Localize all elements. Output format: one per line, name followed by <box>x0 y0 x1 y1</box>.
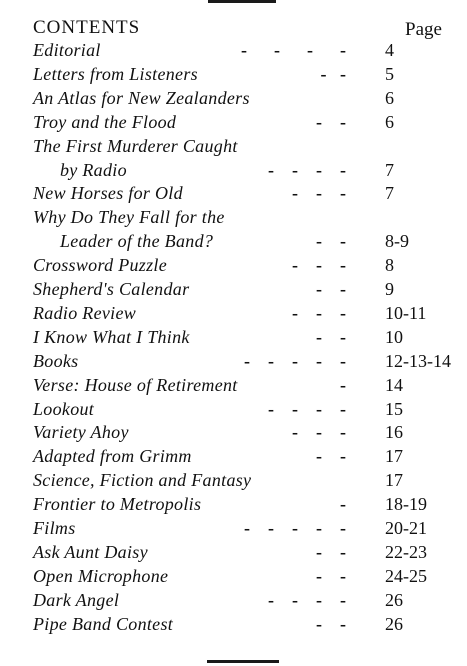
toc-entry-page: 6 <box>385 111 394 132</box>
toc-leader-dashes: - - - - <box>241 40 346 60</box>
toc-leader-dashes: - - <box>316 565 346 586</box>
toc-entry-title: Films <box>33 518 76 538</box>
toc-entry-page: 17 <box>385 470 403 491</box>
toc-entry-title: Shepherd's Calendar <box>33 279 190 299</box>
toc-entry-page: 10 <box>385 326 403 347</box>
toc-entry-page: 16 <box>385 422 403 443</box>
toc-leader-dashes: - - - <box>292 255 346 276</box>
toc-entry-title: Open Microphone <box>33 565 169 586</box>
toc-entry-page: 15 <box>385 398 403 419</box>
toc-leader-dashes: - - - - <box>268 159 346 180</box>
page-column-label: Page <box>405 19 442 40</box>
toc-entry-title: Science, Fiction and Fantasy <box>33 470 252 491</box>
toc-entry-title: Ask Aunt Daisy <box>33 541 148 562</box>
toc-entry-page: 6 <box>385 87 394 108</box>
toc-entry-page: 17 <box>385 446 403 467</box>
toc-leader-dashes: - - - - - <box>244 350 346 371</box>
toc-entry-page: 22-23 <box>385 541 427 562</box>
toc-entry-title-continued: Leader of the Band? <box>60 231 214 252</box>
toc-entry-page: 8 <box>385 255 394 276</box>
toc-entry-title: Dark Angel <box>33 589 120 610</box>
toc-leader-dashes: - - - <box>292 183 346 204</box>
toc-entry-page: 26 <box>385 613 403 634</box>
top-rule <box>208 0 276 3</box>
toc-entry-title: The First Murderer Caught <box>33 135 238 156</box>
toc-entry-title: An Atlas for New Zealanders <box>33 87 250 108</box>
contents-heading: CONTENTS <box>33 17 141 38</box>
toc-entry-title: New Horses for Old <box>33 183 183 204</box>
toc-entry-title: Verse: House of Retirement <box>33 374 238 395</box>
toc-entry-title: Variety Ahoy <box>33 422 129 443</box>
toc-leader-dashes: - - - <box>292 422 346 443</box>
toc-entry-page: 9 <box>385 279 394 299</box>
toc-leader-dashes: - - <box>316 111 346 132</box>
toc-entry-title: Lookout <box>33 398 95 419</box>
toc-entry-title: I Know What I Think <box>33 326 190 347</box>
toc-entry-page: 10-11 <box>385 302 427 323</box>
toc-entry-page: 7 <box>385 159 394 180</box>
toc-entry-page: 4 <box>385 40 394 60</box>
toc-leader-dashes: - <box>340 374 346 395</box>
toc-entry-title: Books <box>33 350 79 371</box>
toc-entry-title-continued: by Radio <box>60 159 127 180</box>
toc-entry-page: 20-21 <box>385 518 427 538</box>
toc-entry-page: 14 <box>385 374 403 395</box>
toc-entry-title: Why Do They Fall for the <box>33 207 225 228</box>
toc-leader-dashes: - - - - <box>268 589 346 610</box>
toc-entry-title: Troy and the Flood <box>33 111 177 132</box>
toc-entry-title: Pipe Band Contest <box>33 613 174 634</box>
toc-leader-dashes: - - <box>316 279 346 299</box>
toc-entry-page: 7 <box>385 183 394 204</box>
toc-leader-dashes: - - <box>316 446 346 467</box>
toc-entry-page: 8-9 <box>385 231 409 252</box>
toc-leader-dashes: - - <box>316 613 346 634</box>
toc-leader-dashes: - - - - - <box>244 518 346 538</box>
toc-entry-title: Adapted from Grimm <box>33 446 192 467</box>
toc-leader-dashes: - - <box>316 326 346 347</box>
toc-entry-page: 12-13-14 <box>385 350 451 371</box>
toc-entry-page: 26 <box>385 589 403 610</box>
toc-leader-dashes: - - <box>320 63 346 84</box>
toc-leader-dashes: - - <box>316 231 346 252</box>
toc-leader-dashes: - - - - <box>268 398 346 419</box>
toc-entry-title: Letters from Listeners <box>33 63 198 84</box>
bottom-rule <box>207 660 279 663</box>
toc-entry-page: 18-19 <box>385 494 427 515</box>
toc-leader-dashes: - - - <box>292 302 346 323</box>
toc-entry-page: 24-25 <box>385 565 427 586</box>
toc-entry-title: Frontier to Metropolis <box>33 494 202 515</box>
toc-entry-title: Crossword Puzzle <box>33 255 167 276</box>
toc-leader-dashes: - <box>340 494 346 515</box>
toc-entry-page: 5 <box>385 63 394 84</box>
toc-entry-title: Radio Review <box>33 302 137 323</box>
toc-leader-dashes: - - <box>316 541 346 562</box>
toc-entry-title: Editorial <box>33 40 101 60</box>
